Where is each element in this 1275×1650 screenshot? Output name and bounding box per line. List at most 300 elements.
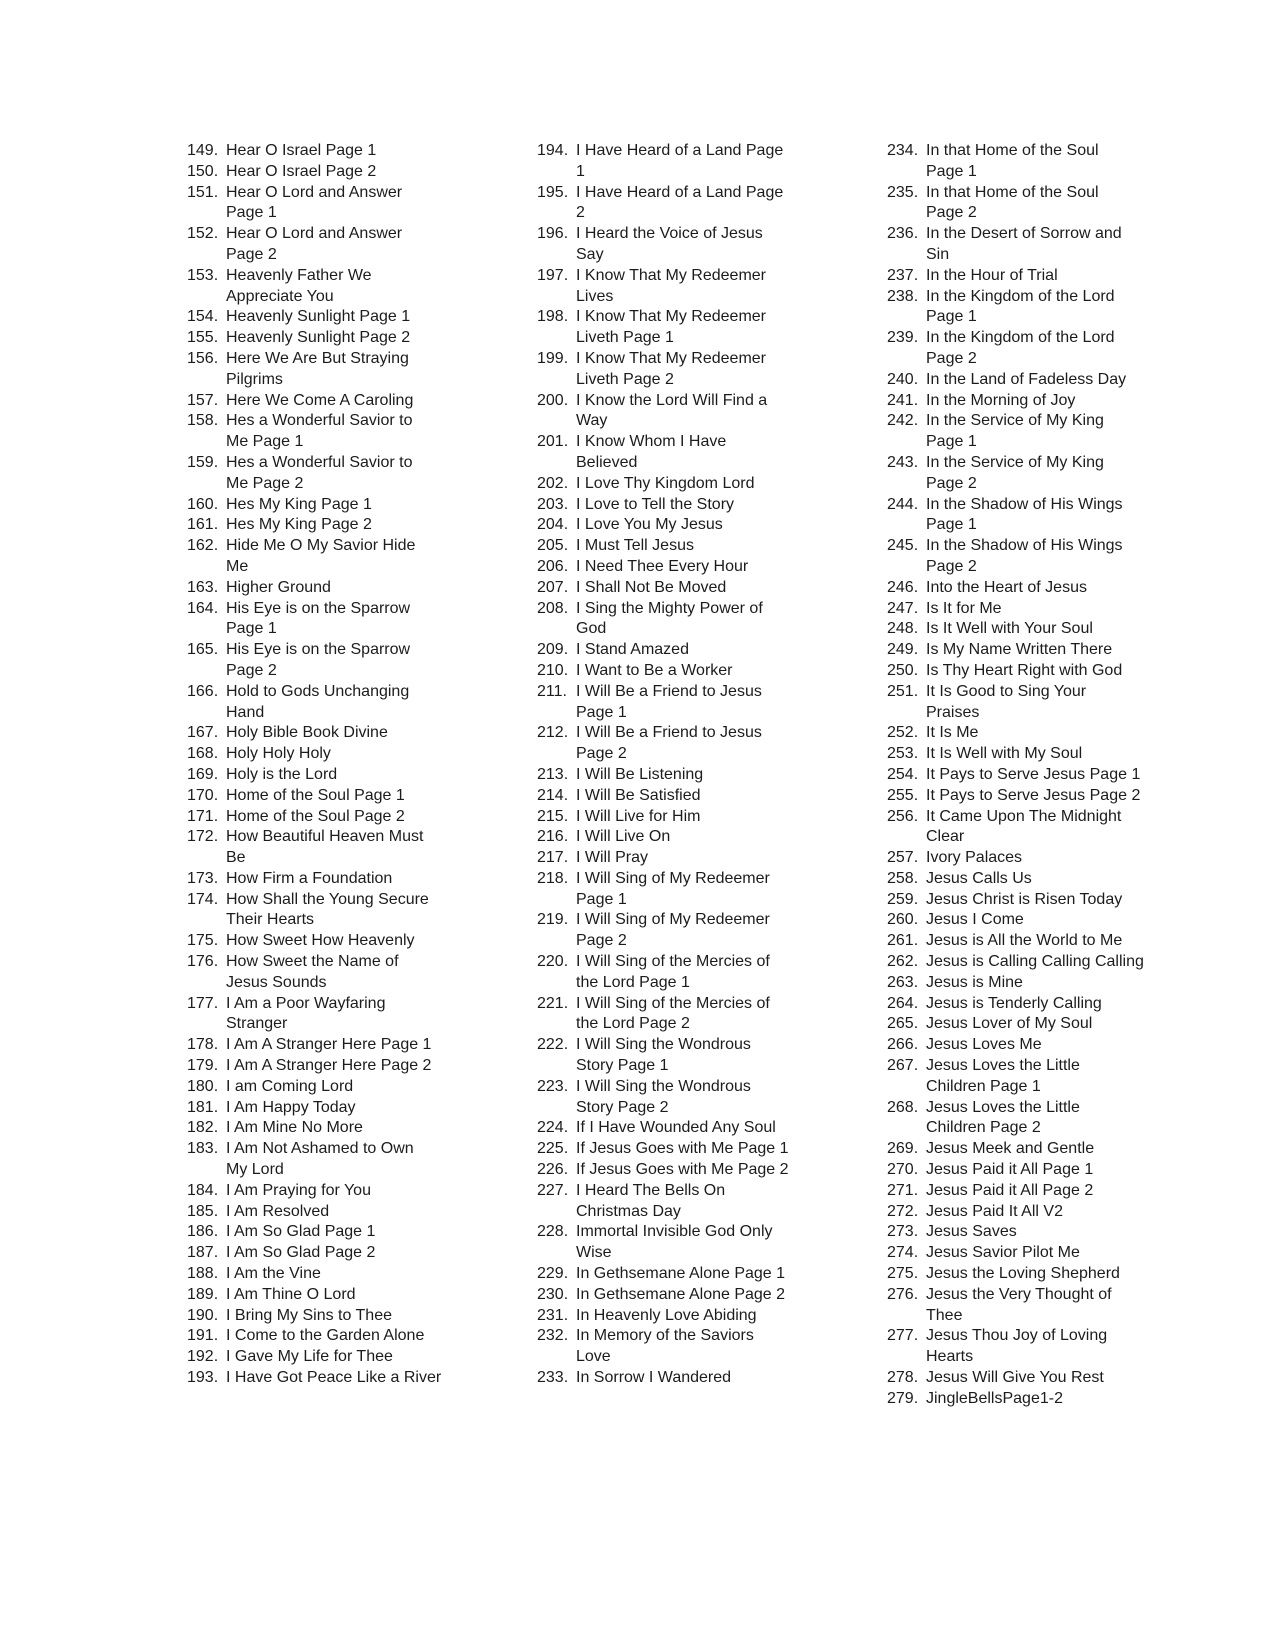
- song-title-line: In the Kingdom of the Lord: [926, 329, 1115, 347]
- song-list-item: [187, 931, 431, 952]
- song-number: 186.: [187, 1223, 219, 1241]
- song-list-item: [537, 1077, 781, 1119]
- song-title: [226, 162, 431, 183]
- song-title: [226, 1347, 431, 1368]
- song-list-item: [187, 495, 431, 516]
- song-list-item: [537, 266, 781, 308]
- song-title-line: I Am a Poor Wayfaring: [226, 994, 386, 1012]
- song-list-item: [887, 1202, 1131, 1223]
- song-title-line: I Will Sing of the Mercies of: [576, 994, 770, 1012]
- song-title: [226, 1118, 431, 1139]
- song-number: 272.: [887, 1202, 919, 1220]
- song-number: 161.: [187, 516, 219, 534]
- song-title: [226, 599, 431, 641]
- song-title-line: How Firm a Foundation: [226, 869, 393, 887]
- song-title-line: I Love to Tell the Story: [576, 495, 735, 513]
- song-list-item: [537, 1035, 781, 1077]
- song-number: 268.: [887, 1098, 919, 1116]
- song-title-line: Jesus Thou Joy of Loving: [926, 1327, 1108, 1345]
- song-number: 170.: [187, 786, 219, 804]
- song-number: 223.: [537, 1077, 569, 1095]
- song-title-line: I Will Be a Friend to Jesus: [576, 682, 762, 700]
- song-number: 196.: [537, 225, 569, 243]
- song-title: [226, 1285, 431, 1306]
- song-title-line: Jesus Paid it All Page 2: [926, 1181, 1094, 1199]
- song-title-line: Home of the Soul Page 1: [226, 786, 405, 804]
- song-title: [576, 1035, 781, 1077]
- song-number: 239.: [887, 329, 919, 347]
- song-number: 266.: [887, 1036, 919, 1054]
- song-list-item: [187, 411, 431, 453]
- song-list-item: [187, 994, 431, 1036]
- song-title: [576, 723, 781, 765]
- song-title-line: Jesus I Come: [926, 911, 1024, 929]
- song-title-line: It Came Upon The Midnight: [926, 807, 1122, 825]
- song-title-line: I Will Sing the Wondrous: [576, 1036, 751, 1054]
- song-list-item: [887, 599, 1131, 620]
- song-number: 275.: [887, 1265, 919, 1283]
- song-title: [576, 536, 781, 557]
- song-title-line: In Gethsemane Alone Page 2: [576, 1285, 786, 1303]
- song-title-line: Me Page 1: [226, 433, 304, 451]
- song-title: [926, 370, 1131, 391]
- song-list-item: [887, 1326, 1131, 1368]
- song-title-line: Is Thy Heart Right with God: [926, 661, 1123, 679]
- song-title: [576, 1181, 781, 1223]
- song-list-item: [887, 495, 1131, 537]
- song-title-line: I Am Praying for You: [226, 1181, 371, 1199]
- song-title-line: Jesus Savior Pilot Me: [926, 1244, 1080, 1262]
- song-title-line: Here We Come A Caroling: [226, 391, 414, 409]
- song-title-line: It Is Good to Sing Your: [926, 682, 1087, 700]
- song-title: [226, 515, 431, 536]
- song-title-line: Page 1: [576, 890, 627, 908]
- song-title: [926, 1264, 1131, 1285]
- song-number: 243.: [887, 453, 919, 471]
- song-list-item: [537, 578, 781, 599]
- song-title-line: I Need Thee Every Hour: [576, 557, 749, 575]
- song-title: [576, 869, 781, 911]
- song-list-item: [887, 619, 1131, 640]
- song-list-item: [187, 266, 431, 308]
- song-list-item: [187, 1056, 431, 1077]
- song-title-line: Thee: [926, 1306, 963, 1324]
- song-number: 195.: [537, 183, 569, 201]
- song-list-item: [537, 869, 781, 911]
- song-title-line: Holy Bible Book Divine: [226, 724, 388, 742]
- song-title-line: Jesus Sounds: [226, 973, 327, 991]
- song-list-item: [887, 453, 1131, 495]
- song-title-line: In the Shadow of His Wings: [926, 537, 1123, 555]
- song-title-line: Page 1: [926, 433, 977, 451]
- song-list-item: [887, 1098, 1131, 1140]
- song-title: [576, 1306, 781, 1327]
- song-title: [926, 1368, 1131, 1389]
- song-number: 206.: [537, 557, 569, 575]
- song-number: 257.: [887, 849, 919, 867]
- song-number: 181.: [187, 1098, 219, 1116]
- song-title: [226, 411, 431, 453]
- song-title: [926, 1222, 1131, 1243]
- song-title: [226, 931, 431, 952]
- song-title-line: Jesus is All the World to Me: [926, 932, 1123, 950]
- song-title-line: Children Page 1: [926, 1077, 1041, 1095]
- song-list-item: [187, 1181, 431, 1202]
- song-title: [576, 432, 781, 474]
- song-list-item: [887, 536, 1131, 578]
- song-title-line: In that Home of the Soul: [926, 183, 1099, 201]
- song-number: 154.: [187, 308, 219, 326]
- song-title-line: In the Land of Fadeless Day: [926, 370, 1127, 388]
- song-title: [926, 578, 1131, 599]
- song-title-line: Pilgrims: [226, 370, 283, 388]
- song-list-item: [187, 183, 431, 225]
- song-title: [576, 391, 781, 433]
- song-list-item: [187, 1202, 431, 1223]
- song-number: 174.: [187, 890, 219, 908]
- song-number: 241.: [887, 391, 919, 409]
- song-number: 263.: [887, 973, 919, 991]
- song-title-line: Jesus Calls Us: [926, 869, 1032, 887]
- song-list-item: [887, 786, 1141, 807]
- song-number: 220.: [537, 953, 569, 971]
- song-title: [226, 952, 431, 994]
- song-title-line: Jesus Paid It All V2: [926, 1202, 1063, 1220]
- song-title: [226, 765, 431, 786]
- song-number: 231.: [537, 1306, 569, 1324]
- song-number: 201.: [537, 433, 569, 451]
- song-number: 178.: [187, 1036, 219, 1054]
- song-title: [926, 682, 1131, 724]
- song-list-item: [537, 952, 781, 994]
- song-title: [926, 599, 1131, 620]
- song-title: [226, 1326, 431, 1347]
- song-number: 179.: [187, 1057, 219, 1075]
- song-title-line: 2: [576, 204, 585, 222]
- song-list-item: [187, 1243, 431, 1264]
- song-title: [226, 1181, 431, 1202]
- song-title: [926, 910, 1131, 931]
- song-title-line: Hearts: [926, 1348, 974, 1366]
- song-list-item: [537, 141, 784, 183]
- song-list-item: [537, 848, 781, 869]
- song-title-line: Appreciate You: [226, 287, 334, 305]
- song-title: [576, 183, 784, 225]
- song-number: 153.: [187, 266, 219, 284]
- song-title-line: Hold to Gods Unchanging: [226, 682, 410, 700]
- song-title: [226, 578, 431, 599]
- song-number: 249.: [887, 641, 919, 659]
- song-list-item: [537, 557, 781, 578]
- song-title: [576, 765, 781, 786]
- song-title: [576, 1160, 789, 1181]
- song-number: 203.: [537, 495, 569, 513]
- song-title: [226, 640, 431, 682]
- song-title-line: Jesus is Tenderly Calling: [926, 994, 1102, 1012]
- song-title: [926, 931, 1131, 952]
- song-title: [576, 661, 781, 682]
- song-title: [926, 183, 1131, 225]
- song-list-item: [187, 536, 431, 578]
- song-number: 264.: [887, 994, 919, 1012]
- song-number: 152.: [187, 225, 219, 243]
- song-title-line: In the Service of My King: [926, 412, 1104, 430]
- song-list-item: [537, 224, 781, 266]
- song-number: 172.: [187, 828, 219, 846]
- song-list-item: [537, 1160, 789, 1181]
- song-title-line: JingleBellsPage1-2: [926, 1389, 1063, 1407]
- song-title-line: I Will Pray: [576, 849, 648, 867]
- song-title: [576, 515, 781, 536]
- song-title-line: Higher Ground: [226, 578, 331, 596]
- song-title-line: I Will Be a Friend to Jesus: [576, 724, 762, 742]
- song-number: 156.: [187, 349, 219, 367]
- song-title-line: Wise: [576, 1244, 612, 1262]
- song-title-line: Way: [576, 412, 608, 430]
- song-list-item: [187, 453, 431, 495]
- song-number: 166.: [187, 682, 219, 700]
- song-title: [926, 536, 1131, 578]
- song-number: 255.: [887, 786, 919, 804]
- song-title: [926, 1098, 1131, 1140]
- song-number: 213.: [537, 765, 569, 783]
- song-list-item: [537, 640, 781, 661]
- song-title-line: Me: [226, 557, 249, 575]
- song-number: 171.: [187, 807, 219, 825]
- song-list-item: [887, 931, 1131, 952]
- song-title: [576, 599, 781, 641]
- song-title-line: Page 1: [926, 516, 977, 534]
- song-title-line: I Know That My Redeemer: [576, 349, 767, 367]
- song-list-item: [537, 1139, 789, 1160]
- song-list-item: [887, 328, 1131, 370]
- song-list-item: [887, 1056, 1131, 1098]
- song-number: 187.: [187, 1244, 219, 1262]
- song-title-line: Page 2: [926, 349, 977, 367]
- song-list-item: [537, 1326, 781, 1368]
- song-number: 151.: [187, 183, 219, 201]
- song-list-item: [187, 807, 431, 828]
- song-title: [226, 807, 431, 828]
- song-number: 273.: [887, 1223, 919, 1241]
- song-number: 246.: [887, 578, 919, 596]
- song-list-item: [187, 765, 431, 786]
- song-title-line: I Will Sing of the Mercies of: [576, 953, 770, 971]
- song-title-line: the Lord Page 2: [576, 1015, 690, 1033]
- song-title-line: In the Service of My King: [926, 453, 1104, 471]
- song-list-item: [887, 1243, 1131, 1264]
- song-title: [576, 848, 781, 869]
- song-title-line: In Gethsemane Alone Page 1: [576, 1265, 786, 1283]
- song-number: 191.: [187, 1327, 219, 1345]
- song-list-item: [187, 1118, 431, 1139]
- song-list-item: [187, 827, 431, 869]
- song-title-line: It Pays to Serve Jesus Page 2: [926, 786, 1141, 804]
- song-list-item: [187, 890, 431, 932]
- song-title: [926, 619, 1131, 640]
- song-list-item: [537, 786, 781, 807]
- song-number: 180.: [187, 1077, 219, 1095]
- song-number: 193.: [187, 1369, 219, 1387]
- song-list-item: [537, 807, 781, 828]
- song-number: 225.: [537, 1140, 569, 1158]
- song-title-line: I Am the Vine: [226, 1265, 321, 1283]
- song-title: [926, 1243, 1131, 1264]
- song-title-line: If I Have Wounded Any Soul: [576, 1119, 776, 1137]
- song-number: 262.: [887, 953, 919, 971]
- song-title-line: Heavenly Father We: [226, 266, 372, 284]
- song-title-line: Page 1: [226, 620, 277, 638]
- song-number: 277.: [887, 1327, 919, 1345]
- song-list-item: [887, 411, 1131, 453]
- song-title-line: Hes My King Page 2: [226, 516, 372, 534]
- song-title: [576, 1326, 781, 1368]
- song-list-item: [887, 1160, 1131, 1181]
- song-title-line: Heavenly Sunlight Page 2: [226, 329, 411, 347]
- song-title-line: Jesus Paid it All Page 1: [926, 1161, 1094, 1179]
- song-title: [576, 349, 781, 391]
- song-number: 168.: [187, 745, 219, 763]
- song-title: [926, 890, 1131, 911]
- song-title: [226, 1098, 431, 1119]
- song-title-line: Page 1: [226, 204, 277, 222]
- song-list-item: [887, 1285, 1131, 1327]
- song-list-item: [887, 183, 1131, 225]
- song-title-line: I Am Happy Today: [226, 1098, 356, 1116]
- song-title-line: Praises: [926, 703, 980, 721]
- song-title-line: Page 2: [576, 745, 627, 763]
- song-title-line: Jesus Loves the Little: [926, 1057, 1080, 1075]
- song-list-item: [887, 370, 1131, 391]
- song-title: [926, 994, 1131, 1015]
- song-title-line: If Jesus Goes with Me Page 2: [576, 1161, 789, 1179]
- song-title: [576, 557, 781, 578]
- song-title-line: I Will Live for Him: [576, 807, 701, 825]
- song-number: 204.: [537, 516, 569, 534]
- song-list-item: [887, 1222, 1131, 1243]
- song-list-item: [537, 599, 781, 641]
- song-title: [926, 1181, 1131, 1202]
- song-number: 240.: [887, 370, 919, 388]
- song-title-line: It Is Me: [926, 724, 979, 742]
- song-number: 185.: [187, 1202, 219, 1220]
- song-title-line: Hear O Lord and Answer: [226, 225, 403, 243]
- song-title: [226, 744, 431, 765]
- song-title-line: I am Coming Lord: [226, 1077, 354, 1095]
- song-list-item: [187, 307, 431, 328]
- song-number: 198.: [537, 308, 569, 326]
- song-title: [226, 266, 431, 308]
- song-title: [226, 536, 431, 578]
- song-title: [926, 1035, 1131, 1056]
- song-list-item: [187, 578, 431, 599]
- song-title-line: I Will Sing of My Redeemer: [576, 911, 770, 929]
- song-list-item: [187, 1326, 431, 1347]
- song-list-item: [187, 640, 431, 682]
- song-title-line: I Will Be Listening: [576, 765, 704, 783]
- song-title-line: Love: [576, 1348, 611, 1366]
- song-list-item: [887, 1035, 1131, 1056]
- song-number: 173.: [187, 869, 219, 887]
- song-title-line: Christmas Day: [576, 1202, 681, 1220]
- song-title: [926, 411, 1131, 453]
- song-title-line: I Have Heard of a Land Page: [576, 142, 784, 159]
- song-number: 155.: [187, 329, 219, 347]
- song-list-item: [187, 723, 431, 744]
- song-list-item: [187, 1368, 442, 1389]
- song-title-line: Hes a Wonderful Savior to: [226, 453, 413, 471]
- song-title-line: I Know the Lord Will Find a: [576, 391, 768, 409]
- song-number: 237.: [887, 266, 919, 284]
- song-list-item: [537, 1264, 786, 1285]
- song-number: 235.: [887, 183, 919, 201]
- song-list-item: [887, 765, 1141, 786]
- song-title-line: Page 1: [926, 162, 977, 180]
- song-title-line: In the Shadow of His Wings: [926, 495, 1123, 513]
- song-title-line: Page 2: [926, 204, 977, 222]
- song-list-item: [887, 723, 1131, 744]
- song-title-line: In that Home of the Soul: [926, 142, 1099, 159]
- song-title-line: Story Page 2: [576, 1098, 669, 1116]
- song-title: [576, 786, 781, 807]
- song-list-item: [887, 994, 1131, 1015]
- song-title: [576, 474, 781, 495]
- song-title: [576, 266, 781, 308]
- song-title: [926, 1139, 1131, 1160]
- song-list-item: [187, 744, 431, 765]
- song-number: 234.: [887, 142, 919, 159]
- song-number: 238.: [887, 287, 919, 305]
- song-title-line: I Know That My Redeemer: [576, 266, 767, 284]
- song-list-item: [537, 827, 781, 848]
- song-title-line: Me Page 2: [226, 474, 304, 492]
- song-title: [226, 1139, 431, 1181]
- song-title-line: If Jesus Goes with Me Page 1: [576, 1140, 789, 1158]
- song-index-column-2: [537, 141, 789, 1410]
- song-title-line: Is It Well with Your Soul: [926, 620, 1093, 638]
- song-title-line: Hear O Israel Page 2: [226, 162, 377, 180]
- song-number: 175.: [187, 932, 219, 950]
- song-number: 165.: [187, 641, 219, 659]
- song-list-item: [887, 578, 1131, 599]
- song-list-item: [537, 391, 781, 433]
- song-number: 226.: [537, 1161, 569, 1179]
- song-list-item: [887, 744, 1131, 765]
- song-number: 274.: [887, 1244, 919, 1262]
- song-list-item: [887, 141, 1131, 183]
- song-title-line: I Come to the Garden Alone: [226, 1327, 425, 1345]
- song-title-line: Jesus Lover of My Soul: [926, 1015, 1093, 1033]
- song-title: [226, 1035, 431, 1056]
- song-title: [576, 952, 781, 994]
- song-list-item: [887, 807, 1131, 849]
- song-list-item: [187, 1098, 431, 1119]
- song-title-line: I Will Sing of My Redeemer: [576, 869, 770, 887]
- song-title: [576, 910, 781, 952]
- song-list-item: [187, 1347, 431, 1368]
- song-list-item: [187, 162, 431, 183]
- song-number: 157.: [187, 391, 219, 409]
- song-title: [926, 328, 1131, 370]
- song-title-line: Heavenly Sunlight Page 1: [226, 308, 411, 326]
- song-title-line: Page 2: [926, 557, 977, 575]
- song-title-line: I Am Not Ashamed to Own: [226, 1140, 414, 1158]
- song-title-line: Believed: [576, 453, 638, 471]
- song-title-line: Jesus the Loving Shepherd: [926, 1265, 1120, 1283]
- song-title: [926, 453, 1131, 495]
- song-number: 228.: [537, 1223, 569, 1241]
- song-list-item: [537, 1285, 786, 1306]
